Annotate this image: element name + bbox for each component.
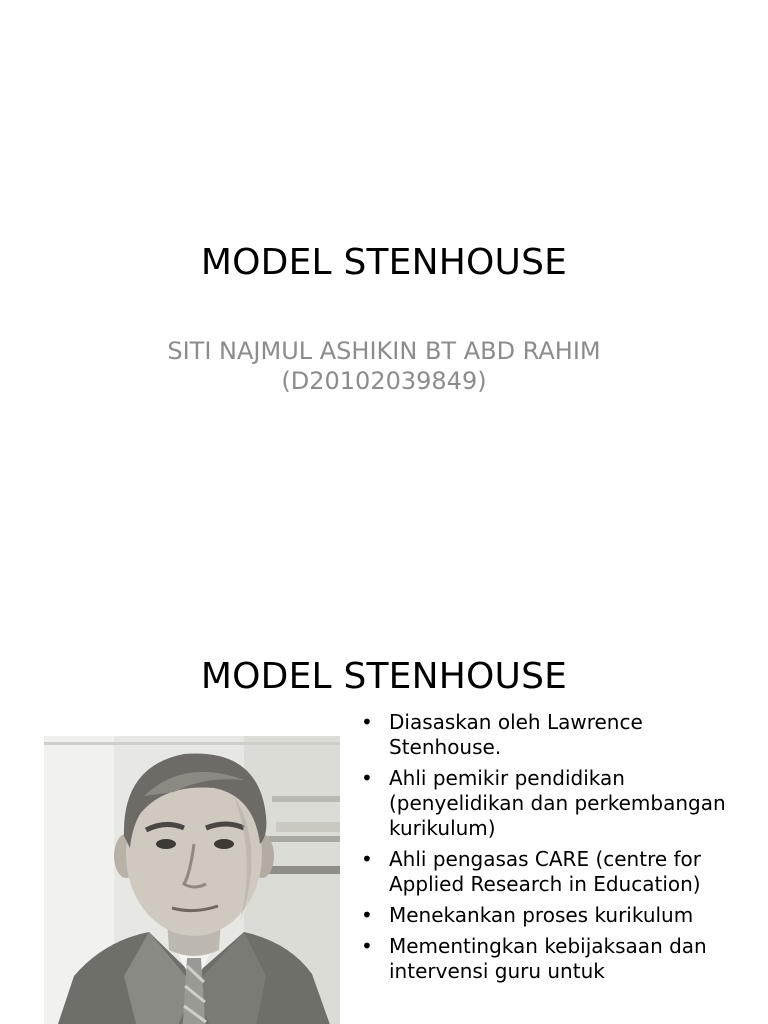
bullet-text: Mementingkan kebijaksaan dan intervensi guru untuk: [389, 934, 707, 983]
author-name: SITI NAJMUL ASHIKIN BT ABD RAHIM: [167, 337, 601, 365]
content-slide: [0, 576, 768, 1024]
bullet-icon: •: [361, 766, 373, 790]
list-item: [358, 847, 758, 897]
bullet-icon: •: [361, 847, 373, 871]
slide-title: MODEL STENHOUSE: [200, 242, 568, 284]
bullet-icon: •: [361, 934, 373, 958]
list-item: [358, 710, 758, 760]
list-item: [358, 934, 758, 984]
slide-subtitle: [0, 336, 768, 396]
portrait-illustration: [44, 736, 340, 1024]
bullet-text: Diasaskan oleh Lawrence Stenhouse.: [389, 710, 643, 759]
bullet-text: Ahli pengasas CARE (centre for Applied Research in Education): [389, 847, 702, 896]
list-item: [358, 766, 758, 841]
bullet-icon: •: [361, 903, 373, 927]
bullet-icon: •: [361, 710, 373, 734]
bullet-text: Menekankan proses kurikulum: [389, 903, 694, 927]
list-item: [358, 903, 758, 928]
student-id: (D20102039849): [281, 367, 487, 395]
portrait-photo: [44, 736, 340, 1024]
bullet-text: Ahli pemikir pendidikan (penyelidikan dan perkembangan kurikulum): [389, 766, 726, 840]
bullet-list: [358, 710, 758, 990]
slide-title: MODEL STENHOUSE: [200, 655, 568, 697]
